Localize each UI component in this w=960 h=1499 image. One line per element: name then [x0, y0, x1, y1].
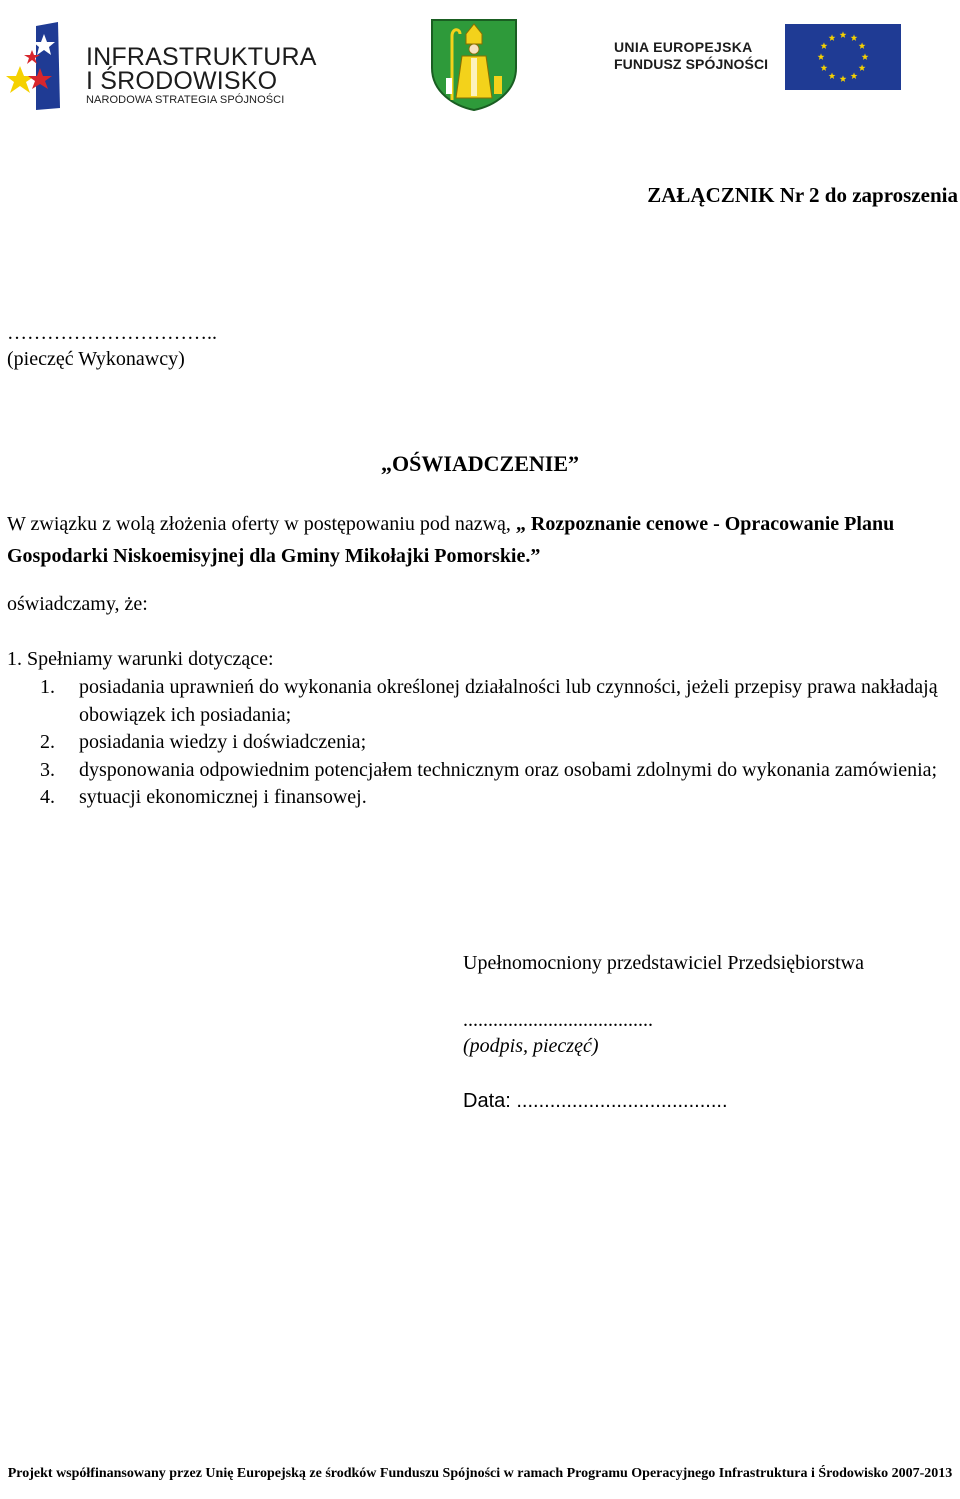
intro-procedure-name: „ Rozpoznanie cenowe - Opracowanie Planu Gospodarki Niskoemisyjnej dla Gminy Mikołajki Pomorskie.”: [7, 513, 895, 567]
stamp-placeholder-dots: …………………………..: [7, 322, 217, 344]
eu-logo-line-1: UNIA EUROPEJSKA: [614, 39, 753, 55]
declaration-text: oświadczamy, że:: [7, 593, 148, 615]
intro-paragraph: [7, 508, 957, 572]
list-item-number: 4.: [40, 786, 55, 808]
eu-flag-icon: [785, 24, 901, 90]
list-item-text: posiadania wiedzy i doświadczenia;: [79, 731, 367, 753]
logo-line-2: I ŚRODOWISKO: [86, 67, 278, 95]
municipality-crest: [428, 16, 520, 112]
list-item: [40, 674, 955, 729]
eu-logo-text: [614, 38, 768, 72]
logo-line-1: INFRASTRUKTURA: [86, 43, 317, 71]
list-item: [40, 729, 955, 757]
conditions-list: [40, 674, 955, 812]
conditions-heading: 1. Spełniamy warunki dotyczące:: [7, 648, 274, 670]
intro-plain-text: W związku z wolą złożenia oferty w postępowaniu pod nazwą,: [7, 513, 516, 535]
stamp-label: (pieczęć Wykonawcy): [7, 348, 185, 370]
signature-label: (podpis, pieczęć): [463, 1035, 599, 1057]
list-item-number: 3.: [40, 758, 55, 781]
eu-logo-line-2: FUNDUSZ SPÓJNOŚCI: [614, 56, 769, 72]
signature-field-dots: ......................................: [463, 1009, 653, 1031]
list-item-number: 1.: [40, 676, 55, 698]
footer-funding-note: Projekt współfinansowany przez Unię Europejską ze środków Funduszu Spójności w ramach Programu Operacyjnego Infrastruktura i Środowisko 2007-2013: [7, 1466, 953, 1481]
list-item-text: dysponowania odpowiednim potencjałem technicznym oraz osobami zdolnymi do wykonania zamówienia;: [79, 758, 938, 781]
document-title: „OŚWIADCZENIE”: [380, 451, 580, 476]
logo-line-3: NARODOWA STRATEGIA SPÓJNOŚCI: [86, 94, 285, 106]
list-item-text: sytuacji ekonomicznej i finansowej.: [79, 786, 367, 808]
list-item: [40, 784, 955, 812]
date-field: Data: ......................................: [463, 1090, 728, 1112]
annex-label: ZAŁĄCZNIK Nr 2 do zaproszenia: [647, 183, 958, 207]
representative-label: Upełnomocniony przedstawiciel Przedsiębiorstwa: [463, 952, 864, 974]
stars-emblem-icon: [6, 22, 86, 114]
crest-bishop-icon: [428, 16, 520, 112]
list-item-number: 2.: [40, 731, 55, 753]
list-item-text: posiadania uprawnień do wykonania określonej działalności lub czynności, jeżeli przepisy prawa nakładają obowiązek ich posiadania;: [79, 676, 938, 726]
list-item: [40, 757, 955, 785]
infrastruktura-logo: [6, 22, 317, 114]
